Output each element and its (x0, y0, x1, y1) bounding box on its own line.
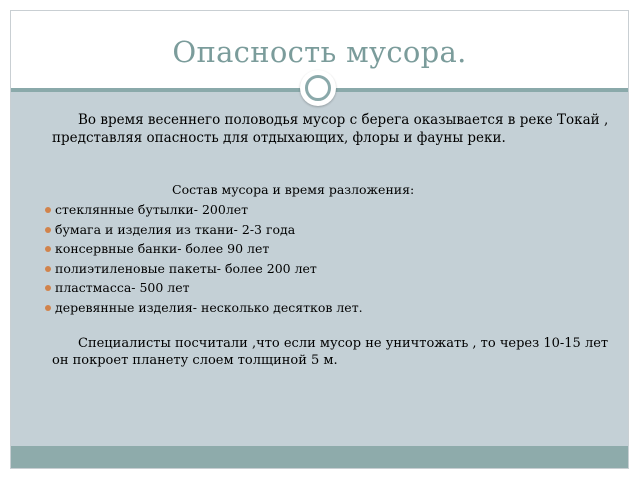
conclusion-paragraph: Специалисты посчитали ,что если мусор не уничтожать , то через 10-15 лет он покроет планету слоем толщиной 5 м. (52, 336, 609, 368)
list-item-text: консервные банки- более 90 лет (55, 241, 270, 256)
list-item-text: стеклянные бутылки- 200лет (55, 202, 249, 217)
list-item-text: полиэтиленовые пакеты- более 200 лет (55, 260, 317, 276)
round-bullet-icon (45, 207, 51, 213)
round-bullet-icon (45, 246, 51, 252)
round-bullet-icon (45, 285, 51, 291)
list-item (45, 220, 363, 240)
circle-ring-icon (300, 70, 336, 106)
list-item-text: деревянные изделия- несколько десятков лет. (55, 299, 363, 315)
round-bullet-icon (45, 266, 51, 272)
list-item (45, 239, 363, 259)
list-item (45, 278, 363, 298)
list-item (45, 259, 363, 279)
round-bullet-icon (45, 227, 51, 233)
list-item (45, 298, 363, 318)
intro-paragraph: Во время весеннего половодья мусор с берега оказывается в реке Токай , представляя опасность для отдыхающих, флоры и фауны реки. (52, 112, 609, 146)
decomposition-list (45, 200, 363, 317)
list-item-text: пластмасса- 500 лет (55, 280, 190, 295)
round-bullet-icon (45, 305, 51, 311)
list-heading: Состав мусора и время разложения: (172, 182, 415, 197)
list-item (45, 200, 363, 220)
circle-ring-inner (305, 75, 331, 101)
slide-title: Опасность мусора. (172, 35, 467, 69)
bottom-bar (11, 446, 628, 468)
list-item-text: бумага и изделия из ткани- 2-3 года (55, 221, 296, 237)
